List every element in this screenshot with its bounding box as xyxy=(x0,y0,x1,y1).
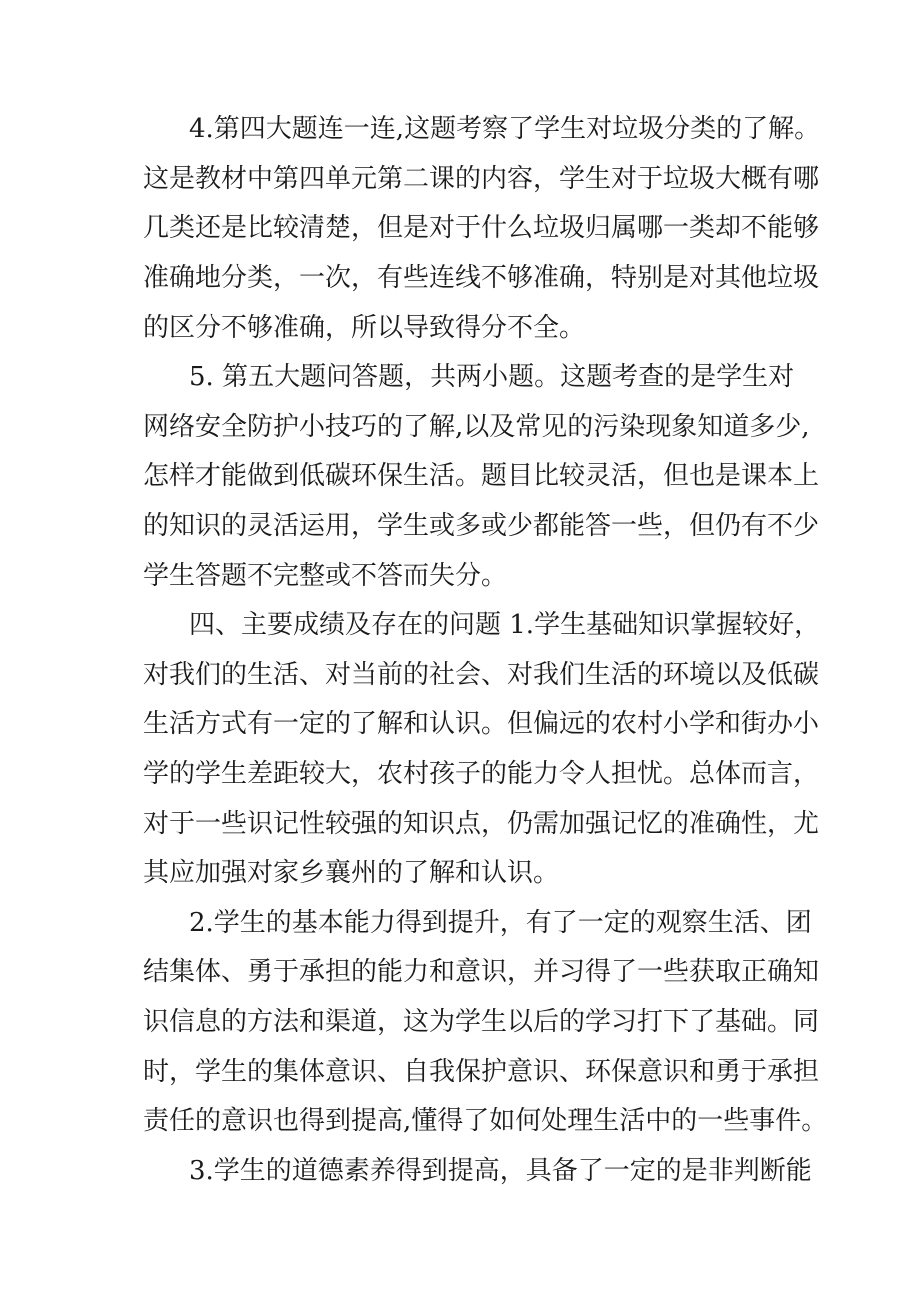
paragraph-4-line-4: 准确地分类，一次，有些连线不够准确，特别是对其他垃圾 xyxy=(143,263,820,293)
point-2-line-1: 2.学生的基本能力得到提升，有了一定的观察生活、团 xyxy=(189,908,812,938)
section-4-line-5: 对于一些识记性较强的知识点，仍需加强记忆的准确性，尤 xyxy=(143,809,820,839)
paragraph-5-line-5: 学生答题不完整或不答而失分。 xyxy=(143,561,508,591)
paragraph-4-line-1: 4.第四大题连一连,这题考察了学生对垃圾分类的了解。 xyxy=(189,114,821,144)
paragraph-4-line-2: 这是教材中第四单元第二课的内容，学生对于垃圾大概有哪 xyxy=(143,164,820,194)
paragraph-5-line-4: 的知识的灵活运用，学生或多或少都能答一些，但仍有不少 xyxy=(143,511,820,541)
paragraph-5-line-3: 怎样才能做到低碳环保生活。题目比较灵活，但也是课本上 xyxy=(143,461,820,491)
paragraph-4-line-5: 的区分不够准确，所以导致得分不全。 xyxy=(143,313,586,343)
section-4-line-2: 对我们的生活、对当前的社会、对我们生活的环境以及低碳 xyxy=(143,660,820,690)
section-4-line-6: 其应加强对家乡襄州的了解和认识。 xyxy=(143,858,560,888)
point-2-line-4: 时，学生的集体意识、自我保护意识、环保意识和勇于承担 xyxy=(143,1057,820,1087)
point-2-line-3: 识信息的方法和渠道，这为学生以后的学习打下了基础。同 xyxy=(143,1007,820,1037)
section-4-line-3: 生活方式有一定的了解和认识。但偏远的农村小学和街办小 xyxy=(143,709,820,739)
section-4-line-1: 四、主要成绩及存在的问题 1.学生基础知识掌握较好， xyxy=(189,610,821,640)
point-3-line-1: 3.学生的道德素养得到提高，具备了一定的是非判断能 xyxy=(189,1156,812,1186)
section-4-line-4: 学的学生差距较大，农村孩子的能力令人担忧。总体而言， xyxy=(143,759,820,789)
point-2-line-5: 责任的意识也得到提高,懂得了如何处理生活中的一些事件。 xyxy=(143,1106,828,1136)
paragraph-4-line-3: 几类还是比较清楚，但是对于什么垃圾归属哪一类却不能够 xyxy=(143,213,820,243)
paragraph-5-line-1: 5. 第五大题问答题，共两小题。这题考查的是学生对 xyxy=(189,362,795,392)
point-2-line-2: 结集体、勇于承担的能力和意识，并习得了一些获取正确知 xyxy=(143,957,820,987)
paragraph-5-line-2: 网络安全防护小技巧的了解,以及常见的污染现象知道多少, xyxy=(143,412,810,442)
